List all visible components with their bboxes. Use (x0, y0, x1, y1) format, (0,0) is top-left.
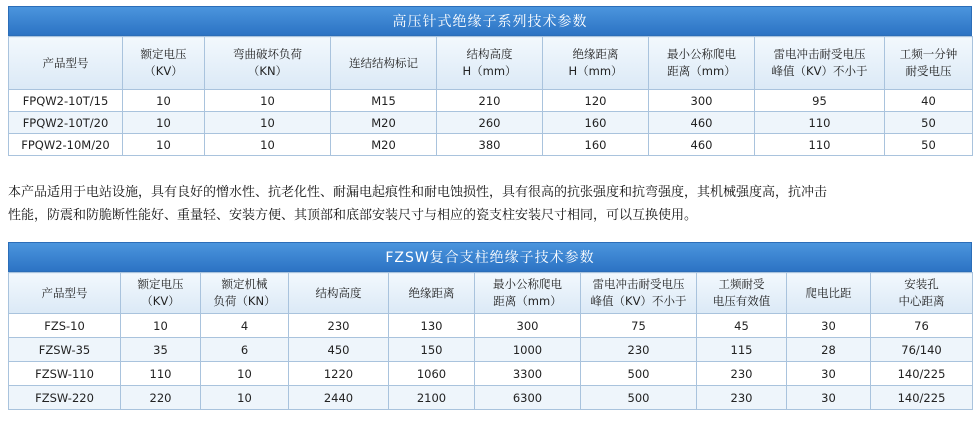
table-cell: 210 (437, 90, 543, 112)
table-cell: 500 (581, 386, 697, 410)
table-cell: 300 (475, 314, 581, 338)
table-cell: FZSW-35 (9, 338, 121, 362)
column-header (205, 37, 331, 90)
column-header-line: 距离（mm） (493, 294, 562, 308)
column-header (331, 37, 437, 90)
table-cell: 45 (697, 314, 787, 338)
table-cell: M20 (331, 134, 437, 156)
table-title: FZSW复合支柱绝缘子技术参数 (8, 242, 972, 272)
table-cell: 450 (289, 338, 389, 362)
description-line: 性能，防震和防脆断性能好、重量轻、安装方便、其顶部和底部安装尺寸与相应的瓷支柱安装尺寸相同，可以互换使用。 (8, 208, 698, 223)
pin-insulator-spec-table (8, 6, 972, 156)
column-header-line: H（mm） (462, 64, 517, 78)
table-cell: 160 (543, 134, 649, 156)
table-cell: 95 (755, 90, 885, 112)
column-header-line: 绝缘距离 (408, 285, 455, 300)
column-header-line: （KV） (144, 64, 183, 78)
table-cell: 460 (649, 134, 755, 156)
table-cell: 120 (543, 90, 649, 112)
column-header-line: 耐受电压 (905, 64, 952, 78)
table-cell: 300 (649, 90, 755, 112)
column-header (885, 37, 973, 90)
table-cell: 30 (787, 386, 871, 410)
column-header-line: 绝缘距离 (572, 47, 619, 61)
column-header-line: （KV） (141, 294, 180, 308)
column-header-line: 结构高度 (315, 285, 362, 300)
column-header-line: 弯曲破坏负荷 (233, 47, 302, 61)
table-cell: 110 (121, 362, 201, 386)
header-row (9, 273, 973, 314)
table-cell: 6300 (475, 386, 581, 410)
column-header (697, 273, 787, 314)
table-cell: 220 (121, 386, 201, 410)
product-description (8, 181, 972, 227)
table-cell: 230 (581, 338, 697, 362)
column-header (787, 273, 871, 314)
table-cell: M20 (331, 112, 437, 134)
spec-table (8, 272, 973, 410)
table-row (9, 338, 973, 362)
table-row (9, 134, 973, 156)
column-header-line: 距离（mm） (667, 64, 736, 78)
table-cell: FPQW2-10M/20 (9, 134, 123, 156)
column-header-line: 工频耐受 (718, 277, 765, 291)
column-header-line: 负荷（KN） (213, 294, 276, 308)
table-cell: M15 (331, 90, 437, 112)
column-header-line: 工频一分钟 (899, 47, 958, 61)
column-header-line: 峰值（KV）不小于 (771, 64, 868, 78)
table-cell: 10 (205, 134, 331, 156)
column-header-line: 雷电冲击耐受电压 (773, 47, 866, 61)
column-header-line: 爬电比距 (805, 285, 852, 300)
table-cell: 30 (787, 314, 871, 338)
table-cell: FZSW-220 (9, 386, 121, 410)
table-cell: 50 (885, 112, 973, 134)
table-cell: 75 (581, 314, 697, 338)
description-line: 本产品适用于电站设施，具有良好的憎水性、抗老化性、耐漏电起痕性和耐电蚀损性，具有很高的抗张强度和抗弯强度，其机械强度高，抗冲击 (8, 185, 828, 200)
table-cell: FPQW2-10T/20 (9, 112, 123, 134)
table-cell: 76 (871, 314, 973, 338)
column-header-line: 结构高度 (466, 47, 513, 61)
column-header (437, 37, 543, 90)
column-header (123, 37, 205, 90)
table-cell: 1000 (475, 338, 581, 362)
table-cell: 40 (885, 90, 973, 112)
column-header (755, 37, 885, 90)
table-cell: 500 (581, 362, 697, 386)
table-cell: 10 (201, 386, 289, 410)
table-cell: 140/225 (871, 386, 973, 410)
table-cell: 35 (121, 338, 201, 362)
column-header-line: 安装孔 (904, 277, 939, 291)
table-cell: 76/140 (871, 338, 973, 362)
table-cell: 380 (437, 134, 543, 156)
column-header-line: 额定电压 (140, 47, 187, 61)
column-header-line: 产品型号 (41, 285, 88, 300)
table-cell: 28 (787, 338, 871, 362)
column-header-line: 电压有效值 (712, 294, 771, 308)
table-cell: 50 (885, 134, 973, 156)
table-title: 高压针式绝缘子系列技术参数 (8, 6, 972, 36)
column-header-line: 额定电压 (137, 277, 184, 291)
column-header (289, 273, 389, 314)
column-header (543, 37, 649, 90)
column-header-line: （KN） (247, 64, 288, 78)
composite-post-insulator-spec-table (8, 242, 972, 410)
table-cell: 10 (121, 314, 201, 338)
table-cell: 460 (649, 112, 755, 134)
column-header-line: 连结结构标记 (349, 55, 418, 70)
column-header-line: 雷电冲击耐受电压 (592, 277, 685, 291)
table-cell: 130 (389, 314, 475, 338)
table-cell: 10 (123, 134, 205, 156)
column-header-line: 最小公称爬电 (493, 277, 562, 291)
table-cell: 10 (123, 112, 205, 134)
table-cell: 230 (697, 362, 787, 386)
table-cell: 230 (697, 386, 787, 410)
table-cell: 2100 (389, 386, 475, 410)
table-row (9, 90, 973, 112)
column-header (389, 273, 475, 314)
table-row (9, 314, 973, 338)
column-header-line: 峰值（KV）不小于 (590, 294, 687, 308)
column-header (581, 273, 697, 314)
table-cell: 230 (289, 314, 389, 338)
column-header (475, 273, 581, 314)
table-cell: 6 (201, 338, 289, 362)
table-cell: 1220 (289, 362, 389, 386)
table-row (9, 362, 973, 386)
table-cell: 10 (201, 362, 289, 386)
table-cell: 110 (755, 112, 885, 134)
table-cell: 150 (389, 338, 475, 362)
table-cell: FZSW-110 (9, 362, 121, 386)
column-header (9, 37, 123, 90)
header-row (9, 37, 973, 90)
table-cell: 30 (787, 362, 871, 386)
column-header (871, 273, 973, 314)
column-header (649, 37, 755, 90)
table-cell: FZS-10 (9, 314, 121, 338)
table-cell: 3300 (475, 362, 581, 386)
table-cell: 2440 (289, 386, 389, 410)
column-header-line: 中心距离 (898, 294, 945, 308)
column-header (121, 273, 201, 314)
column-header-line: 额定机械 (221, 277, 268, 291)
table-row (9, 112, 973, 134)
table-cell: 10 (205, 112, 331, 134)
spec-table (8, 36, 973, 156)
column-header (9, 273, 121, 314)
table-cell: 10 (123, 90, 205, 112)
column-header-line: 产品型号 (42, 55, 89, 70)
table-cell: 110 (755, 134, 885, 156)
table-cell: 140/225 (871, 362, 973, 386)
column-header-line: H（mm） (568, 64, 623, 78)
table-cell: 10 (205, 90, 331, 112)
table-cell: 260 (437, 112, 543, 134)
table-row (9, 386, 973, 410)
column-header-line: 最小公称爬电 (667, 47, 736, 61)
table-cell: 160 (543, 112, 649, 134)
column-header (201, 273, 289, 314)
table-cell: 4 (201, 314, 289, 338)
table-cell: FPQW2-10T/15 (9, 90, 123, 112)
table-cell: 115 (697, 338, 787, 362)
table-cell: 1060 (389, 362, 475, 386)
